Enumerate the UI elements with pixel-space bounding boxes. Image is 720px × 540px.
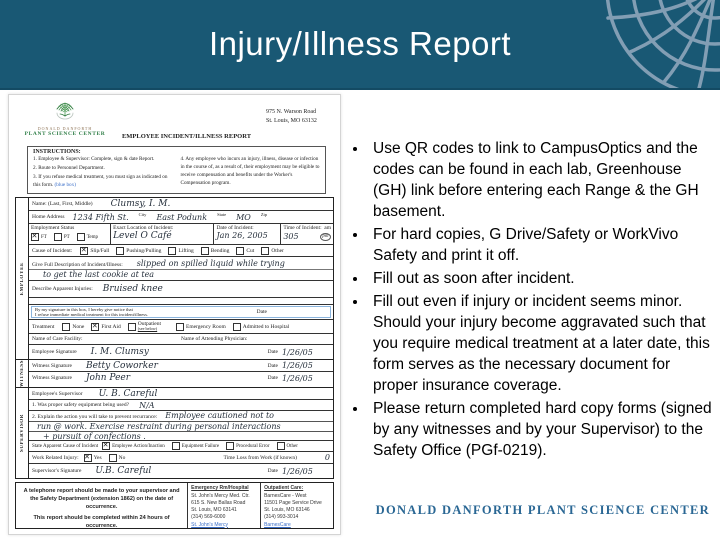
witness-section: [16, 360, 333, 388]
injuries-row: [29, 281, 333, 298]
checkbox-procedural-error: [226, 442, 234, 450]
treatment-row: Treatment None ✕ First Aid Outpatient (see below) Emergency Room Admitted to Hospital: [29, 320, 333, 334]
globe-lattice-icon: [590, 0, 720, 88]
checkbox-cause-other: [261, 247, 269, 255]
outpatient-care-cell: Outpatient Care: BarnesCare - West 11501 Page Service Drive St. Louis, MO 63146 (314) 993-3014 BarnesCare: [260, 483, 333, 528]
bullet-item-4: • Fill out even if injury or incident seems minor. Should your injury become aggravated such that you require medical treatment at a later date, this form serves as the necessary document for proper insurance coverage.: [368, 291, 716, 396]
instructions-heading: INSTRUCTIONS:: [33, 149, 81, 155]
supervisor-signature-row: Supervisor's Signature U.B. Careful Date 1/26/05: [29, 464, 333, 478]
description-line2: to get the last cookie at tea: [43, 270, 155, 280]
brand-footer: DONALD DANFORTH PLANT SCIENCE CENTER: [375, 503, 710, 517]
form-title: EMPLOYEE INCIDENT/ILLNESS REPORT: [121, 133, 252, 140]
name-label: Name: (Last, First, Middle): [32, 201, 93, 208]
blue-box-note: (blue box): [54, 182, 76, 189]
supervisor-section: [16, 388, 333, 478]
location-value: Level O Café: [113, 231, 172, 242]
employee-sig-date-value: 1/26/05: [282, 347, 313, 357]
form-header: [9, 95, 340, 143]
employee-sig-date-label: Date: [267, 349, 278, 356]
checkbox-employee-action: [102, 442, 110, 450]
incident-details-row: [29, 224, 333, 245]
city-value: East Podunk: [156, 212, 208, 222]
witness2-signature: John Peer: [85, 373, 131, 384]
form-bottom-table: [15, 482, 334, 529]
witness2-row: Witness Signature John Peer Date 1/26/05: [29, 372, 333, 384]
injuries-value: Bruised knee: [102, 284, 163, 295]
checkbox-outpatient: [128, 323, 136, 331]
zip-label: Zip: [260, 212, 268, 218]
instruction-1: 1. Employee & Supervisor: Complete, sign & date Report.: [33, 156, 155, 162]
logo-line2: PLANT SCIENCE CENTER: [24, 131, 106, 137]
description-row: [29, 257, 333, 281]
supervisor-section-label: SUPERVISOR: [16, 388, 29, 478]
refusal-line1: By my signature in this box, I hereby give notice that: [35, 306, 133, 312]
employee-signature-label: Employee Signature: [32, 349, 77, 356]
treatment-label: Treatment: [32, 323, 55, 330]
time-loss-value: 0: [324, 453, 330, 463]
supervisor-signature-value: U.B. Careful: [95, 466, 152, 477]
incident-date-cell: Date of Incident: Jan 26, 2005: [214, 224, 281, 244]
checkbox-pushing-pulling: [116, 247, 124, 255]
er-heading: Emergency Rm/Hospital: [191, 485, 249, 492]
incident-time-cell: Time of Incident: am 305 pm: [283, 225, 331, 242]
checkbox-none: [62, 323, 70, 331]
address-line2: St. Louis, MO 63132: [266, 118, 317, 124]
state-label: State: [217, 212, 227, 218]
checkbox-slip-fall: [80, 247, 88, 255]
checkbox-work-yes: [84, 454, 92, 462]
work-related-label: Work Related Injury:: [32, 454, 79, 461]
prevent-recurrence-row: [29, 411, 333, 441]
employee-section-label: EMPLOYEE: [16, 198, 29, 359]
cause-row: Cause of Incident: ✕ Slip/Fall Pushing/Pulling Lifting Bending Cut Other: [29, 245, 333, 257]
q1-label: 1. Was proper safety equipment being used?: [32, 402, 130, 409]
name-row: [29, 198, 333, 211]
address-line1: 975 N. Warson Road: [266, 109, 317, 115]
witness2-date: 1/26/05: [282, 373, 313, 383]
facility-row: [29, 334, 333, 345]
bullet-item-2: • For hard copies, G Drive/Safety or WorkVivo Safety and print it off.: [368, 224, 716, 266]
q1-answer: N/A: [139, 400, 155, 410]
incident-time-value: 305: [283, 232, 299, 242]
am-label: am: [324, 225, 331, 232]
checkbox-lifting: [168, 247, 176, 255]
q2-answer-line2: run @ work. Exercise restraint during personal interactions: [29, 422, 333, 432]
home-address-value: 1234 Fifth St.: [72, 212, 129, 222]
instructions-box: [27, 146, 326, 194]
logo-line1: DONALD DANFORTH: [37, 126, 93, 131]
bullet-item-1: • Use QR codes to link to CampusOptics and the codes can be found in each lab, Greenhouse (GH) link before entering each Range & the GH basement.: [368, 138, 716, 222]
home-address-row: [29, 211, 333, 224]
cause-label: Cause of Incident:: [32, 247, 73, 254]
witness-section-label: WITNESS: [16, 360, 29, 387]
form-address: [266, 100, 332, 143]
refusal-line2: I refuse immediate medical treatment for this incident/illness.: [35, 312, 149, 318]
name-value: Clumsy, I. M.: [110, 199, 171, 210]
notes-list: [346, 138, 716, 461]
bullet-item-3: • Fill out as soon after incident.: [368, 268, 716, 289]
instruction-2: 2. Route to Personnel Department.: [33, 165, 105, 172]
checkbox-ft: [31, 233, 39, 241]
slide-header: [0, 0, 720, 90]
notes-panel: [346, 138, 716, 463]
witness1-row: Witness Signature Betty Coworker Date 1/26/05: [29, 360, 333, 372]
witness1-signature: Betty Coworker: [85, 360, 158, 371]
home-address-label: Home Address: [32, 214, 65, 221]
work-related-row: Work Related Injury: ✕ Yes No Time Loss from Work (if known) 0: [29, 452, 333, 464]
instruction-3: 3. If you refuse medical treatment, you must sign as indicated on this form. (blue box): [33, 174, 168, 189]
supervisor-sig-date: 1/26/05: [282, 466, 313, 476]
see-below-note: (see below): [137, 326, 158, 332]
checkbox-first-aid: [91, 323, 99, 331]
description-line1: slipped on spilled liquid while trying: [136, 259, 285, 269]
apparent-cause-label: State Apparent Cause of Incident: [32, 443, 99, 449]
checkbox-bending: [201, 247, 209, 255]
checkbox-appc-other: [277, 442, 285, 450]
supervisor-name-row: [29, 388, 333, 400]
emergency-hospital-cell: Emergency Rm/Hospital St. John's Mercy Med. Ctr. 615 S. New Ballas Road St. Louis, MO 63141 (314) 569-6000 St. John's Mercy: [187, 483, 260, 528]
page-title: Injury/Illness Report: [208, 25, 512, 62]
danforth-logo: [23, 100, 107, 143]
location-cell: Exact Location of Incident: Level O Café: [111, 224, 214, 244]
time-loss-label: Time Loss from Work (if known): [223, 454, 297, 461]
form-main-table: [15, 197, 334, 479]
witness1-date: 1/26/05: [282, 361, 313, 371]
supervisor-name-value: U. B. Careful: [98, 388, 158, 399]
checkbox-work-no: [109, 454, 117, 462]
refusal-date-label: Date: [256, 309, 267, 316]
state-value: MO: [236, 212, 251, 222]
blank-row: [29, 298, 333, 305]
refusal-row: [29, 305, 333, 320]
barnescare-link[interactable]: BarnesCare: [264, 521, 291, 528]
telephone-report-notice: [16, 483, 187, 528]
supervisor-name-label: Employee's Supervisor: [32, 390, 83, 397]
checkbox-cut: [236, 247, 244, 255]
employee-section: [16, 198, 333, 360]
injuries-label: Describe Apparent Injuries:: [32, 286, 93, 293]
employee-signature-row: [29, 345, 333, 359]
city-label: City: [138, 212, 147, 218]
notice-line2: This report should be completed within 24 hours of occurrence.: [33, 514, 170, 529]
st-johns-mercy-link[interactable]: St. John's Mercy: [191, 521, 228, 528]
danforth-tree-icon: [54, 100, 76, 120]
incident-date-value: Jan 26, 2005: [216, 231, 268, 241]
checkbox-equipment-failure: [172, 442, 180, 450]
apparent-cause-row: State Apparent Cause of Incident ✕ Employee Action/Inaction Equipment Failure Procedural Error Other: [29, 441, 333, 452]
q2-label: 2. Explain the action you will take to prevent recurrance:: [32, 414, 158, 421]
pm-circled: pm: [320, 233, 331, 241]
physician-label: Name of Attending Physician:: [181, 336, 248, 343]
incident-form-scan: [8, 94, 341, 535]
description-label: Give Full Description of Incident/Illness:: [32, 262, 123, 269]
checkbox-pt: [54, 233, 62, 241]
safety-equipment-row: [29, 400, 333, 411]
instruction-4: 4. Any employee who incurs an injury, illness, disease or infection in the course of, as a result of, their employment may be eligible to receive compensation and benefits under the Worker's Compensation program.: [180, 156, 320, 187]
q2-answer-line1: Employee cautioned not to: [165, 411, 274, 421]
outpatient-heading: Outpatient Care:: [264, 485, 304, 492]
bullet-item-5: • Please return completed hard copy forms (signed by any witnesses and by your Supervisor) to the Safety Office (PGf-0219).: [368, 398, 716, 461]
checkbox-emergency-room: [176, 323, 184, 331]
employee-signature-value: I. M. Clumsy: [90, 347, 149, 358]
q2-answer-line3: + pursuit of confections .: [43, 432, 146, 442]
checkbox-admitted-hospital: [233, 323, 241, 331]
employment-status-cell: Employment Status ✕ FT PT Temp: [29, 224, 111, 244]
notice-line1: A telephone report should be made to your supervisor and the Safety Department (extension 1862) on the date of occurrence.: [23, 488, 180, 511]
instructions-left: [33, 155, 173, 190]
checkbox-temp: [77, 233, 85, 241]
refusal-blue-box: [31, 306, 331, 318]
care-facility-label: Name of Care Facility:: [32, 336, 83, 343]
